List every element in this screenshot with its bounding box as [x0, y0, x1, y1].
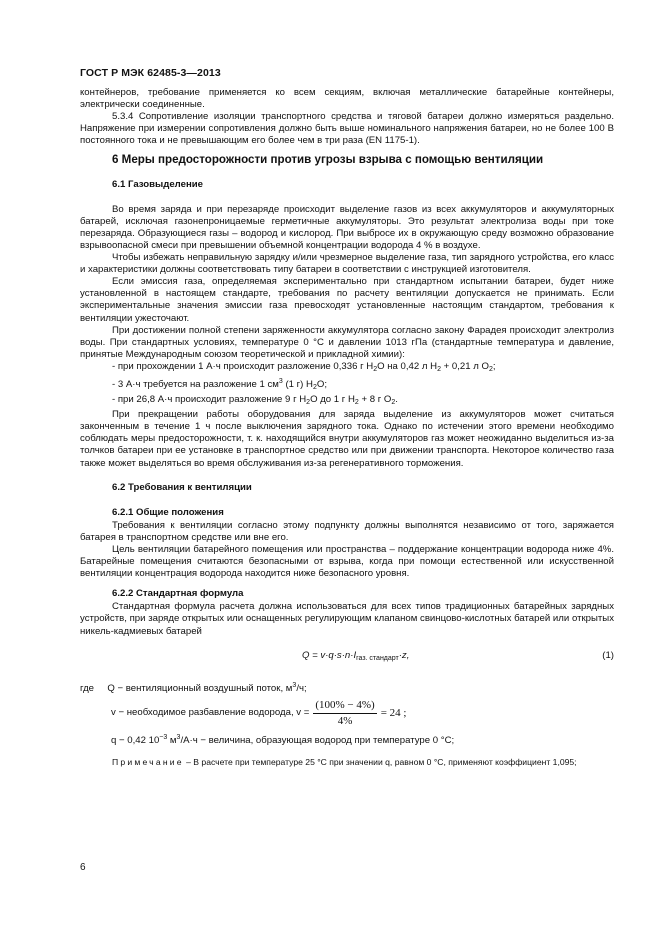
section-6-2-heading: 6.2 Требования к вентиляции [112, 481, 252, 493]
definition-v: v − необходимое разбавление водорода, v = $\frac{(100\% - 4\%)}{4\%}$ = 24 ; [111, 698, 407, 727]
bullet-item-1: - при прохождении 1 А·ч происходит разложение 0,336 г $Н_2О$ на 0,42 л $Н_2 + 0,21$ л $О_2$; [112, 360, 496, 373]
paragraph-after-charging: При прекращении работы оборудования для заряда выделение из аккумуляторов может считаться законченным в течение 1 ч после выключения зарядного тока. Однако по истечении этого времени необходимо соблюдать меры предосторожности, т. к. находящийся внутри аккумуляторов газ может неожиданно выделиться из-за толчков батареи при ее установке в транспортное средство или при движении транспорта. Некоторое количество газа также может выделяться во время обслуживания из-за регенеративного торможения. [80, 409, 614, 469]
formula-number: (1) [602, 649, 614, 661]
paragraph-continuation: контейнеров, требование применяется ко всем секциям, включая металлические батарейные контейнеры, электрически соединенные. [80, 87, 614, 111]
bullet-item-2: - 3 А·ч требуется на разложение 1 $см^3$ (1 г) $Н_2О$; [112, 377, 328, 391]
paragraph-experimental-emission: Если эмиссия газа, определяемая экспериментально при стандартном испытании батареи, будет ниже установленной в настоящем стандарте, требования по расчету вентиляции допускается не принимать. Если экспериментальные значения эмиссии газа превосходят установленные настоящим стандартом, требования к вентиляции ужесточают. [80, 276, 614, 324]
section-6-heading: 6 Меры предосторожности против угрозы взрыва с помощью вентиляции [112, 153, 544, 167]
paragraph-standard-formula: Стандартная формула расчета должна использоваться для всех типов традиционных батарейных зарядных устройств, при заряде открытых или оснащенных регулирующим клапаном свинцово-кислотных батарей или открытых никель-кадмиевых батарей [80, 601, 614, 637]
note-label: Примечание [112, 756, 184, 767]
paragraph-ventilation-general: Требования к вентиляции согласно этому подпункту должны выполнятся независимо от того, заряжается батарея в транспортном средстве или вне его. [80, 519, 614, 543]
formula-expression: $Q = v\cdot q\cdot s\cdot n\cdot I_{газ. стандарт}\cdot z$, [302, 649, 410, 662]
definition-q-coefficient: q − 0,42 $10^{-3}$ $м^3/А\cdot ч$ − величина, образующая водород при температуре 0 °С; [111, 733, 455, 746]
main-text [80, 87, 614, 768]
page-number: 6 [80, 862, 86, 873]
section-6-2-1-heading: 6.2.1 Общие положения [112, 506, 224, 518]
paragraph-ventilation-goal: Цель вентиляции батарейного помещения или пространства – поддержание концентрации водорода ниже 4%. Батарейные помещения считаются безопасными от взрыва, когда при помощи естественной или искусственной вентиляции концентрация водорода находится ниже безопасного уровня. [80, 544, 614, 580]
paragraph-charger-type: Чтобы избежать неправильную зарядку и/или чрезмерное выделение газа, тип зарядного устройства, его класс и характеристики должны соответствовать типу батареи в соответствии с инструкцией изготовителя. [80, 252, 614, 276]
document-header: ГОСТ Р МЭК 62485-3—2013 [80, 67, 221, 79]
dilution-fraction: $\frac{(100\% - 4\%)}{4\%}$ [315, 698, 375, 727]
paragraph-5-3-4: 5.3.4 Сопротивление изоляции транспортного средства и тяговой батареи должно измеряться раздельно. Напряжение при измерении сопротивления должно быть выше номинального напряжения батареи, но не более 100 В постоянного тока и не превышающим его более чем в три раза (EN 1175-1). [80, 111, 614, 147]
section-6-1-heading: 6.1 Газовыделение [112, 178, 204, 190]
definition-q: где Q − вентиляционный воздушный поток, $м^3/ч$; [80, 681, 307, 694]
section-6-2-2-heading: 6.2.2 Стандартная формула [112, 588, 244, 600]
bullet-item-3: - при 26,8 А·ч происходит разложение 9 г $Н_2О$ до 1 г $Н_2 + 8$ г $О_2$. [112, 394, 398, 407]
formula-1 [80, 650, 614, 664]
paragraph-gas-emission: Во время заряда и при перезаряде происходит выделение газов из всех аккумуляторов и аккумуляторных батарей, исключая газонепроницаемые герметичные аккумуляторы. Это результат электролиза воды при токе перезаряда. Образующиеся газы – водород и кислород. При выбросе их в окружающую среду возможно образование взрывоопасной смеси при превышении объемной концентрации водорода 4 % в воздухе. [80, 203, 614, 251]
paragraph-faraday-law: При достижении полной степени заряженности аккумулятора согласно закону Фарадея происходит электролиз воды. При стандартных условиях, температуре 0 °С и давлении 1013 гПа (стандартные температура и давление, принятые Международным союзом теоретической и прикладной химии): [80, 324, 614, 360]
note: Примечание – В расчете при температуре 25 °С при значении q, равном 0 °С, применяют коэффициент 1,095; [112, 756, 577, 767]
